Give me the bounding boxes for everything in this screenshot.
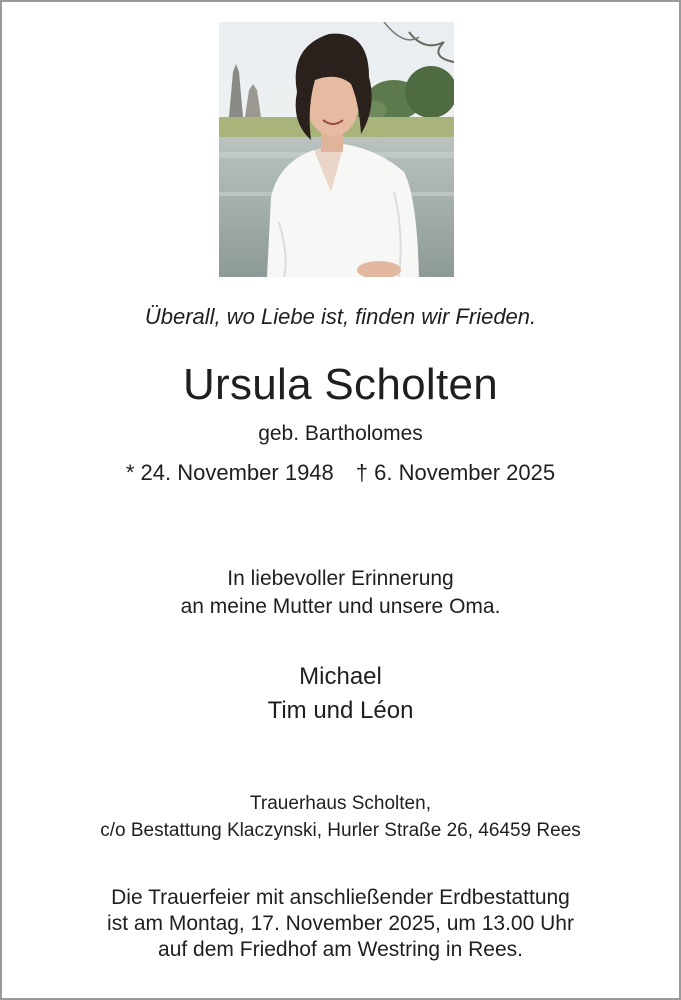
memory-line: an meine Mutter und unsere Oma. — [180, 595, 501, 618]
deceased-name: Ursula Scholten — [182, 360, 499, 409]
life-dates — [0, 458, 681, 488]
death-date: † 6. November 2025 — [355, 460, 556, 485]
address-line: c/o Bestattung Klaczynski, Hurler Straße 26, 46459 Rees — [100, 820, 581, 841]
address-line: Trauerhaus Scholten, — [250, 793, 431, 814]
mourning-address — [0, 790, 681, 844]
funeral-line: auf dem Friedhof am Westring in Rees. — [158, 938, 523, 961]
portrait-photo — [219, 22, 454, 277]
mourner-name: Michael — [299, 663, 382, 690]
maiden-name: geb. Bartholomes — [258, 422, 423, 445]
motto-quote: Überall, wo Liebe ist, finden wir Frieden. — [144, 304, 537, 329]
mourner-name: Tim und Léon — [267, 697, 414, 724]
memory-line: In liebevoller Erinnerung — [227, 567, 454, 590]
memory-text — [0, 565, 681, 621]
mourners — [0, 660, 681, 728]
birth-date: * 24. November 1948 — [125, 460, 334, 485]
funeral-line: ist am Montag, 17. November 2025, um 13.00 Uhr — [107, 912, 574, 935]
funeral-line: Die Trauerfeier mit anschließender Erdbestattung — [111, 886, 570, 909]
funeral-details — [0, 885, 681, 963]
